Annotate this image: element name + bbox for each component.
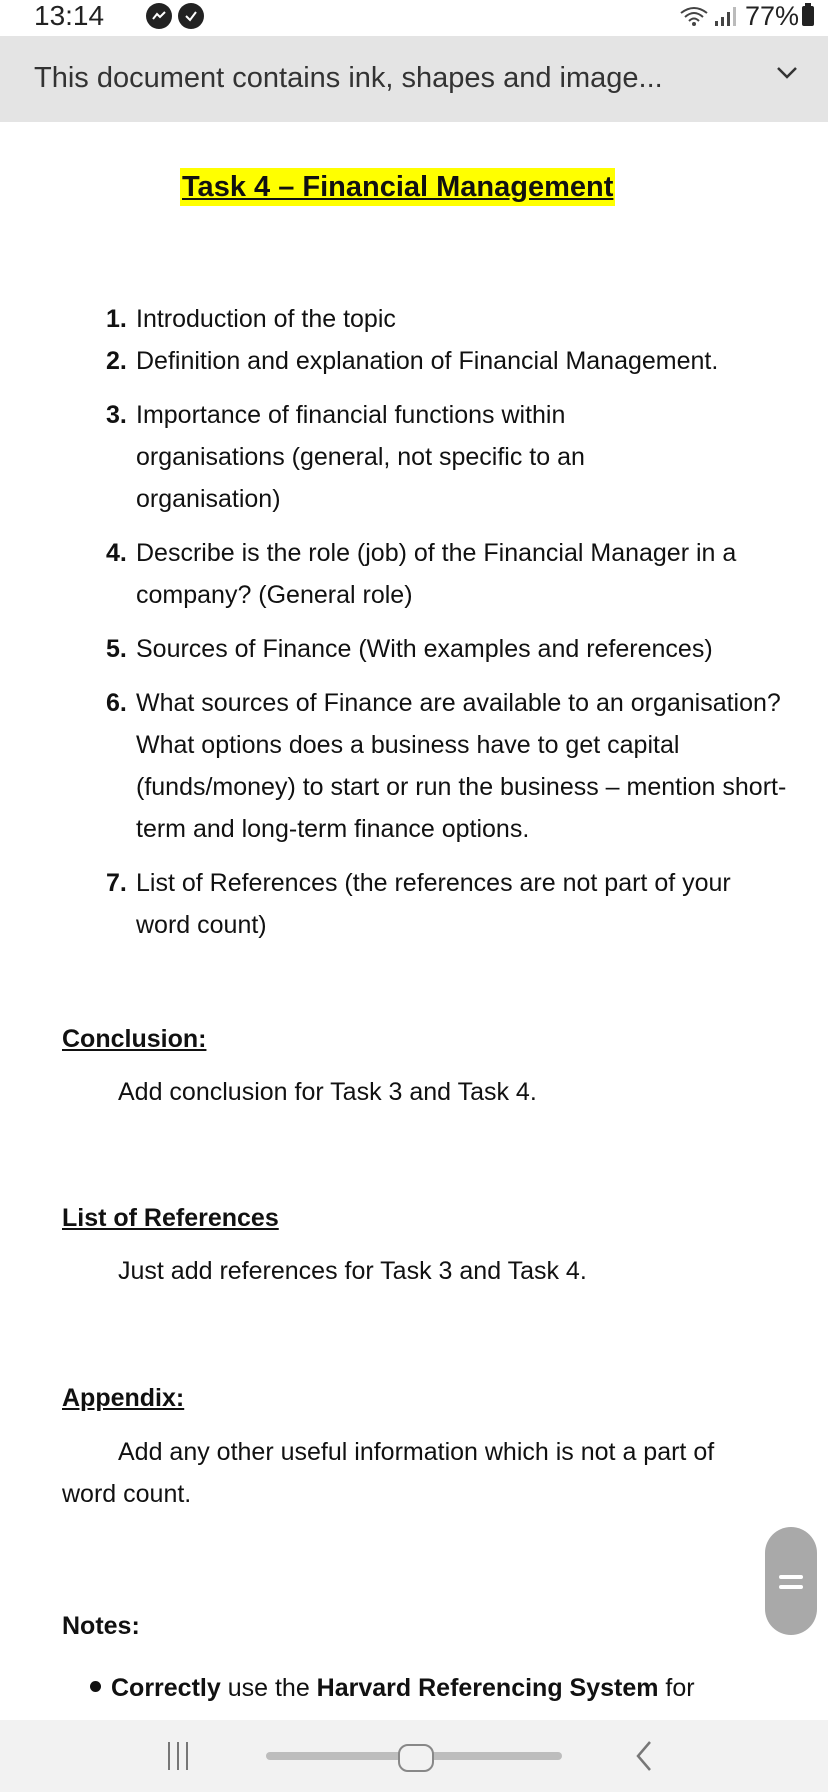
home-icon[interactable] [398,1744,434,1772]
appendix-heading: Appendix: [62,1384,185,1412]
fast-scroll-handle[interactable] [765,1527,817,1635]
bullet-icon [90,1681,101,1692]
battery-icon [802,6,814,26]
system-nav-bar [0,1720,828,1792]
appendix-body-line1: Add any other useful information which is not a part of [118,1438,715,1466]
notes-heading: Notes: [62,1612,140,1640]
status-time: 13:14 [34,0,105,31]
battery-percent: 77% [744,0,799,31]
list-item: 4. Describe is the role (job) of the Financial Manager in a company? (General role) [106,539,737,609]
wifi-icon [679,5,709,27]
notification-icon [178,3,204,29]
notice-text: This document contains ink, shapes and image... [34,62,663,94]
grip-line-icon [779,1585,803,1589]
status-indicators [679,0,814,32]
conclusion-body: Add conclusion for Task 3 and Task 4. [118,1078,537,1106]
back-icon[interactable] [634,1740,654,1772]
conclusion-heading: Conclusion: [62,1025,207,1053]
recent-apps-icon[interactable] [166,1742,190,1770]
list-item: 6. What sources of Finance are available to an organisation? What options does a business have to get capital (funds/money) to start or run the business – mention short-term and long-term finance options. [106,689,787,843]
notes-bullet: Correctly use the Harvard Referencing System for [90,1674,695,1703]
list-item: 5. Sources of Finance (With examples and references) [106,635,713,663]
signal-icon [713,5,739,27]
references-body: Just add references for Task 3 and Task 4. [118,1257,587,1285]
messenger-icon [146,3,172,29]
document-notice-banner[interactable] [0,36,828,122]
task-list [106,298,796,946]
list-item: 1. Introduction of the topic [106,305,396,333]
page-title: Task 4 – Financial Management [180,168,615,206]
references-heading: List of References [62,1204,279,1232]
grip-line-icon [779,1575,803,1579]
list-item: 2. Definition and explanation of Financial Management. [106,347,719,375]
chevron-down-icon[interactable] [776,66,798,80]
list-item: 3. Importance of financial functions within organisations (general, not specific to an organisation) [106,401,585,513]
status-bar [0,0,828,32]
appendix-body-line2: word count. [62,1480,192,1508]
list-item: 7. List of References (the references are not part of your word count) [106,869,731,939]
